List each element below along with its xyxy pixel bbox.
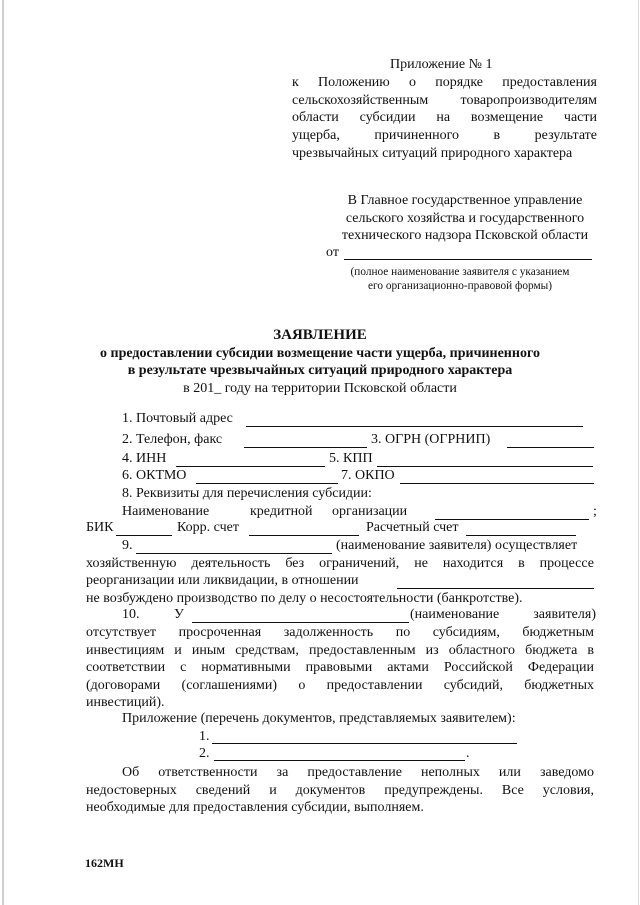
attachments-label: Приложение (перечень документов, представляемых заявителем): <box>122 711 516 726</box>
document-year-line: в 201_ году на территории Псковской области <box>183 380 457 396</box>
bank-name-label: Наименование <box>122 504 210 519</box>
item9-applicant-blank[interactable] <box>136 553 332 554</box>
scan-edge-left <box>2 0 4 905</box>
document-subtitle: в результате чрезвычайных ситуаций природного характера <box>127 363 513 378</box>
responsibility-line: необходимые для предоставления субсидии, выполняем. <box>86 800 424 816</box>
annex-header <box>292 56 597 163</box>
annex-title: Приложение № 1 <box>390 57 493 72</box>
postal-address-label: 1. Почтовый адрес <box>122 411 233 426</box>
item10-line: отсутствует просроченная задолженность по субсидиям, бюджетным <box>86 625 594 640</box>
applicant-name-blank[interactable] <box>344 259 592 260</box>
bank-org-label: организации <box>332 504 408 519</box>
responsibility-line: недостоверных сведений и документов предупреждены. Все условия, <box>86 782 594 798</box>
ogrn-label: 3. ОГРН (ОГРНИП) <box>371 432 491 447</box>
item10-tail: (наименование заявителя) <box>410 607 596 622</box>
postal-address-blank[interactable] <box>246 426 583 427</box>
annex-line: сельскохозяйственным товаропроизводителям <box>292 92 597 108</box>
bik-label: БИК <box>86 520 114 535</box>
corr-account-label: Корр. счет <box>177 520 239 535</box>
okpo-blank[interactable] <box>400 483 594 484</box>
document-title: ЗАЯВЛЕНИЕ <box>273 327 367 343</box>
attachment-item-blank[interactable] <box>212 743 517 744</box>
attachment-item-number: 2. <box>199 746 210 761</box>
kpp-blank[interactable] <box>377 466 593 467</box>
requisites-label: 8. Реквизиты для перечисления субсидии: <box>122 486 372 501</box>
item10-applicant-blank[interactable] <box>192 622 409 623</box>
attachment-end: . <box>466 746 470 761</box>
kpp-label: 5. КПП <box>329 451 373 466</box>
annex-line: ущерба, причиненного в результате <box>292 128 597 144</box>
addressee-line: В Главное государственное управление <box>347 193 583 208</box>
responsibility-line: Об ответственности за предоставление неполных или заведомо <box>122 765 594 780</box>
item10-line: инвестициям и иным средствам, предоставленным из областного бюджета в <box>86 642 594 658</box>
annex-line: чрезвычайных ситуаций природного характера <box>292 145 573 161</box>
responsibility-block <box>86 764 594 817</box>
item9-line: хозяйственную деятельность без ограничений, не находится в процессе <box>86 556 594 571</box>
bank-semicolon: ; <box>593 504 597 519</box>
hint-line: (полное наименование заявителя с указанием <box>350 266 570 278</box>
item10-number: 10. <box>122 607 140 622</box>
inn-blank[interactable] <box>176 466 325 467</box>
inn-label: 4. ИНН <box>122 451 167 466</box>
item9-relation-blank[interactable] <box>397 588 594 589</box>
annex-line: области субсидии на возмещение части <box>292 110 597 126</box>
item10-line: соответствии с нормативными правовыми актами Российской Федерации <box>86 660 594 676</box>
item10-line: инвестиций). <box>86 695 165 711</box>
okpo-label: 7. ОКПО <box>341 468 395 483</box>
attachment-item-number: 1. <box>199 729 210 744</box>
attachment-item-blank[interactable] <box>214 760 465 761</box>
oktmo-blank[interactable] <box>196 483 338 484</box>
from-line <box>326 245 596 261</box>
annex-line: к Положению о порядке предоставления <box>292 74 597 90</box>
document-subtitle: о предоставлении субсидии возмещение части ущерба, причиненного <box>100 345 540 361</box>
item9-number: 9. <box>122 538 133 553</box>
addressee-line: технического надзора Псковской области <box>341 228 589 243</box>
addressee-block <box>325 192 605 245</box>
from-label: от <box>326 245 339 260</box>
bank-credit-label: кредитной <box>250 504 313 519</box>
ogrn-blank[interactable] <box>507 447 594 448</box>
phone-label: 2. Телефон, факс <box>122 432 223 447</box>
phone-blank[interactable] <box>244 447 367 448</box>
item10-body <box>86 624 594 712</box>
bik-blank[interactable] <box>116 535 172 536</box>
document-heading <box>0 327 640 397</box>
applicant-hint <box>315 265 605 293</box>
item9-line: не возбуждено производство по делу о несостоятельности (банкротстве). <box>86 591 523 606</box>
item10-line: (договорами (соглашениями) о предоставлении субсидий, бюджетных <box>86 677 594 693</box>
addressee-line: сельского хозяйства и государственного <box>345 210 585 226</box>
item9-line: реорганизации или ликвидации, в отношении <box>86 573 359 588</box>
settlement-account-blank[interactable] <box>466 535 576 536</box>
item9-tail: (наименование заявителя) осуществляет <box>336 538 578 553</box>
footer-code: 162МН <box>85 856 124 870</box>
corr-account-blank[interactable] <box>249 535 359 536</box>
scan-edge-right <box>638 0 639 905</box>
settlement-account-label: Расчетный счет <box>366 520 459 535</box>
item10-prep: У <box>174 607 184 622</box>
hint-line: его организационно-правовой формы) <box>368 280 552 292</box>
oktmo-label: 6. ОКТМО <box>122 468 187 483</box>
